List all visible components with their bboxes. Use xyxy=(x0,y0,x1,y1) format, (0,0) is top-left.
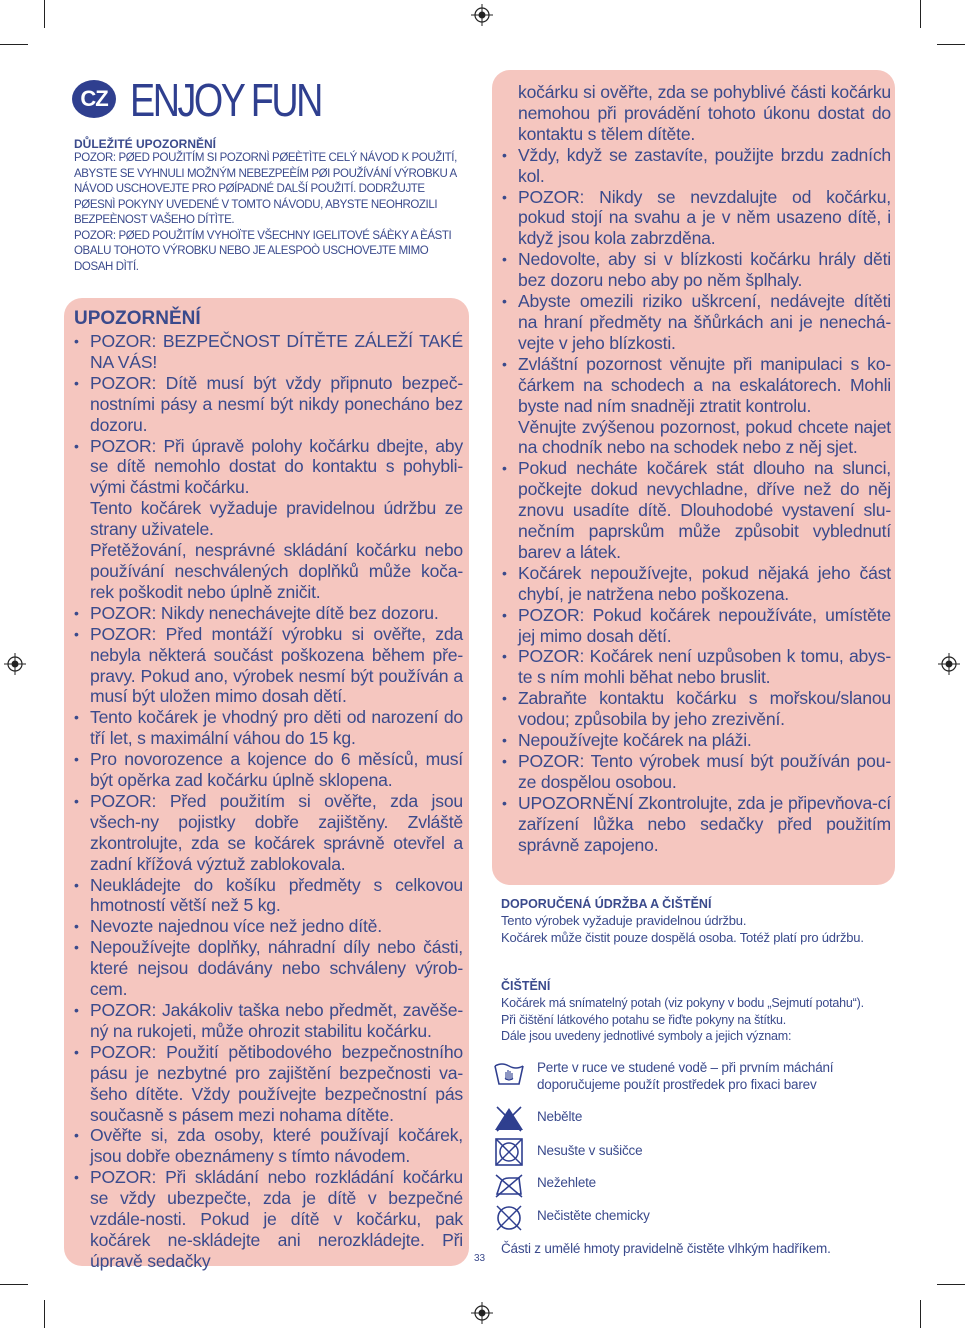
cleaning-footer: Části z umělé hmoty pravidelně čistěte vlhkým hadříkem. xyxy=(501,1241,831,1256)
cleaning-heading: ČIŠTĚNÍ xyxy=(501,979,551,993)
registration-mark-icon xyxy=(471,1302,493,1324)
crop-mark xyxy=(920,0,921,28)
crop-mark xyxy=(0,44,28,45)
crop-mark xyxy=(0,1284,28,1285)
important-paragraph: POZOR: PØED POUŽITÍM SI POZORNÌ PØEÈTÌTE CELÝ NÁVOD K POUŽITÍ, ABYSTE SE VYHNULI MOŽNÝM NEBEZPEÈÍM PØI POUŽÍVÁNÍ VÝROBKU A NÁVOD USCHOVEJTE PRO PØÍPADNÉ DALŠÍ POUŽITÍ. DODRŽUJTE PØESNÌ POKYNY UVEDENÉ V TOMTO NÁVODU, ABYSTE NEOHROZILI BEZPEÈNOST VAŠEHO DÍTÌTE. xyxy=(74,152,457,226)
warning-item: • Pokud necháte kočárek stát dlouho na slunci, počkejte dokud nevychladne, dříve než do něj znovu usadíte dítě. Dlouhodobé vystavení slu-nečním paprskům může způsobit vyblednutí barev a látek. xyxy=(502,458,891,563)
warning-item: • Zvláštní pozornost věnujte při manipulaci s ko-čárkem na schodech a na eskalátorech. Mohli byste nad ním snadněji ztratit kontrolu. xyxy=(502,354,891,417)
crop-mark xyxy=(920,1300,921,1328)
crop-mark xyxy=(44,1300,45,1328)
care-symbol-label: Nebělte xyxy=(537,1109,583,1124)
warning-item: • Kočárek nepoužívejte, pokud nějaká jeho část chybí, je natržena nebo poškozena. xyxy=(502,563,891,605)
crop-mark xyxy=(44,0,45,28)
maintenance-text: Tento výrobek vyžaduje pravidelnou údržbu. Kočárek může čistit pouze dospělá osoba. Totéž platí pro údržbu. xyxy=(501,913,864,945)
warning-item: • POZOR: Kočárek není uzpůsoben k tomu, abys-te s ním mohli běhat nebo bruslit. xyxy=(502,646,891,688)
warning-item: • POZOR: BEZPEČNOST DÍTĚTE ZÁLEŽÍ TAKÉ NA VÁS! xyxy=(74,331,463,373)
warning-item: • POZOR: Nikdy nenechávejte dítě bez dozoru. xyxy=(74,603,463,624)
warning-item: • POZOR: Dítě musí být vždy připnuto bezpeč-nostními pásy a nesmí být nikdy ponecháno bez dozoru. xyxy=(74,373,463,436)
warning-item: • POZOR: Při skládání nebo rozkládání kočárku se vždy ubezpečte, zda je dítě v bezpečné vzdále-nosti. Pokud je dítě v kočárku, pak kočárek ne-skládejte ani nerozkládejte. Při úpravě sedačky xyxy=(74,1167,463,1272)
warning-item: • Pro novorozence a kojence do 6 měsíců, musí být opěrka zad kočárku úplně sklopena. xyxy=(74,749,463,791)
warning-item: Přetěžování, nesprávné skládání kočárku nebo používání neschválených doplňků může koča-rek poškodit nebo úplně zničit. xyxy=(90,540,463,602)
no-bleach-icon xyxy=(493,1105,525,1133)
hand-wash-icon xyxy=(493,1060,525,1088)
warning-item: • Neukládejte do košíku předměty s celkovou hmotností větší než 5 kg. xyxy=(74,875,463,917)
no-dry-clean-icon xyxy=(493,1204,525,1232)
maintenance-heading: DOPORUČENÁ ÚDRŽBA A ČIŠTĚNÍ xyxy=(501,897,712,911)
registration-mark-icon xyxy=(938,653,960,675)
warning-item: • Nevozte najednou více než jedno dítě. xyxy=(74,916,463,937)
registration-mark-icon xyxy=(4,653,26,675)
no-tumble-dry-icon xyxy=(493,1138,525,1166)
warning-item: • POZOR: Použití pětibodového bezpečnostního pásu je nezbytné pro zajištění bezpečnosti va-šeho dítěte. Vždy používejte bezpečnostní pás současně s pásem mezi nohama dítěte. xyxy=(74,1042,463,1126)
care-symbol-label: Nečistěte chemicky xyxy=(537,1208,650,1223)
cleaning-text: Kočárek má snímatelný potah (viz pokyny v bodu „Sejmutí potahu“). Při čištění látkového potahu se řiďte pokyny na štítku. Dále jsou uvedeny jednotlivé symboly a jejich význam: xyxy=(501,996,864,1043)
warning-item: • POZOR: Při úpravě polohy kočárku dbejte, aby se dítě nemohlo dostat do kontaktu s pohybli-vými částmi kočárku. xyxy=(74,436,463,499)
warning-item: • Nepoužívejte doplňky, náhradní díly nebo části, které nejsou dodávány nebo schváleny výrob-cem. xyxy=(74,937,463,1000)
care-symbol-label: Perte v ruce ve studené vodě – při prvním máchání doporučujeme použít prostředek pro fixaci barev xyxy=(537,1060,834,1092)
warning-item: • POZOR: Pokud kočárek nepoužíváte, umístěte jej mimo dosah dětí. xyxy=(502,605,891,647)
warning-item: • Nedovolte, aby si v blízkosti kočárku hrály děti bez dozoru nebo aby po něm šplhaly. xyxy=(502,249,891,291)
warning-item: • POZOR: Tento výrobek musí být používán pou-ze dospělou osobou. xyxy=(502,751,891,793)
warning-item: • Abyste omezili riziko uškrcení, nedávejte dítěti na hraní předměty na šňůrkách ani je nenechá-vejte v jeho blízkosti. xyxy=(502,291,891,354)
warning-item: kočárku si ověřte, zda se pohyblivé části kočárku nemohou při provádění tohoto úkonu dostat do kontaktu s tělem dítěte. xyxy=(518,82,891,144)
page-number: 33 xyxy=(474,1253,486,1264)
warning-item: • Nepoužívejte kočárek na pláži. xyxy=(502,730,891,751)
crop-mark xyxy=(937,1284,965,1285)
care-symbol-label: Nesušte v sušičce xyxy=(537,1143,643,1158)
warning-item: • UPOZORNĚNÍ Zkontrolujte, zda je připevňova-cí zařízení lůžka nebo sedačky před použitím správně zapojeno. xyxy=(502,793,891,856)
warning-item: Věnujte zvýšenou pozornost, pokud chcete najet na chodník nebo na schodek nebo z něj sjet. xyxy=(518,416,891,458)
warning-item: • POZOR: Před použitím si ověřte, zda jsou všech-ny pojistky dobře zajištěny. Zvláště zkontrolujte, zda se kočárek správně otevřel a zadní křížová výztuž zablokovala. xyxy=(74,791,463,875)
warnings-list-right xyxy=(502,82,891,856)
registration-mark-icon xyxy=(471,4,493,26)
warnings-heading: UPOZORNĚNÍ xyxy=(74,308,201,329)
warning-item: • POZOR: Jakákoliv taška nebo předmět, zavěše-ný na rukojeti, může ohrozit stabilitu kočárku. xyxy=(74,1000,463,1042)
warning-item: Tento kočárek vyžaduje pravidelnou údržbu ze strany uživatele. xyxy=(90,498,463,540)
important-notice xyxy=(74,137,464,275)
crop-mark xyxy=(937,44,965,45)
language-badge: CZ xyxy=(72,80,116,118)
warning-item: • Tento kočárek je vhodný pro děti od narození do tří let, s maximální váhou do 15 kg. xyxy=(74,707,463,749)
no-iron-icon xyxy=(493,1172,525,1200)
warning-item: • POZOR: Před montáží výrobku si ověřte, zda nebyla některá součást poškozena během pře-pravy. Pokud ano, výrobek nesmí být používán a musí být uložen mimo dosah dětí. xyxy=(74,624,463,708)
warning-item: • Ověřte si, zda osoby, které používají kočárek, jsou dobře obeznámeny s tímto návodem. xyxy=(74,1125,463,1167)
warning-item: • POZOR: Nikdy se nevzdalujte od kočárku, pokud stojí na svahu a je v něm usazeno dítě, i když jsou kola zabrzděna. xyxy=(502,187,891,250)
important-heading: DŮLEŽITÉ UPOZORNĚNÍ xyxy=(74,137,217,151)
warnings-list-left xyxy=(74,331,463,1272)
warning-item: • Vždy, když se zastavíte, použijte brzdu zadních kol. xyxy=(502,145,891,187)
important-paragraph: POZOR: PØED POUŽITÍM VYHOÏTE VŠECHNY IGELITOVÉ SÁÈKY A ÈÁSTI OBALU TOHOTO VÝROBKU NEBO JE ALESPOÒ USCHOVEJTE MIMO DOSAH DÌTÍ. xyxy=(74,229,452,273)
page-title: ENJOY FUN xyxy=(130,74,321,126)
warning-item: • Zabraňte kontaktu kočárku s mořskou/slanou vodou; způsobila by jeho zrezivění. xyxy=(502,688,891,730)
care-symbol-label: Nežehlete xyxy=(537,1175,596,1190)
